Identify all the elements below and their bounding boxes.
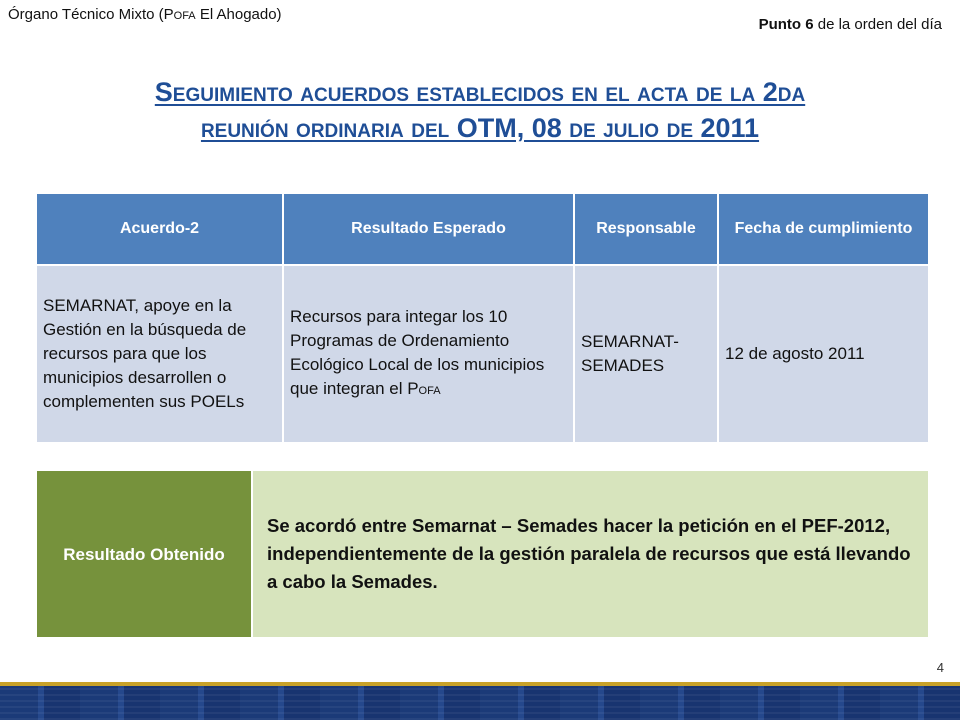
header-acuerdo: Acuerdo-2: [37, 194, 283, 265]
table-row: [37, 265, 928, 442]
agreement-table: [37, 194, 928, 442]
header-responsable: Responsable: [574, 194, 718, 265]
org-p: P: [163, 6, 174, 23]
agenda-point: [759, 16, 942, 33]
agenda-point-label: de la orden del día: [813, 16, 942, 33]
cell-resultado-esperado: [283, 265, 574, 442]
footer-pattern-band: [0, 686, 960, 720]
header-fecha: Fecha de cumplimiento: [718, 194, 928, 265]
result-label: Resultado Obtenido: [37, 471, 253, 637]
title-line-2: reunión ordinaria del OTM, 08 de julio de 2011: [200, 113, 760, 143]
resultado-text: Recursos para integar los 10 Programas de Ordenamiento Ecológico Local de los municipios que integran el P: [290, 307, 545, 398]
cell-acuerdo: SEMARNAT, apoye en la Gestión en la búsqueda de recursos para que los municipios desarrollen o complementen sus POELs: [37, 265, 283, 442]
organization-header: [8, 6, 282, 23]
org-ofa: OFA: [173, 10, 196, 22]
cell-responsable: SEMARNAT-SEMADES: [574, 265, 718, 442]
org-prefix: Órgano Técnico Mixto (: [8, 6, 164, 23]
org-suffix: El Ahogado): [195, 6, 282, 23]
cell-fecha: 12 de agosto 2011: [718, 265, 928, 442]
result-text: Se acordó entre Semarnat – Semades hacer la petición en el PEF-2012, independientemente de la gestión paralela de recursos que está llevando a cabo la Semades.: [253, 471, 928, 637]
page-number: 4: [936, 660, 944, 675]
slide-title: [0, 74, 960, 146]
result-box: [37, 471, 928, 637]
title-line-1: Seguimiento acuerdos establecidos en el acta de la 2da: [154, 77, 806, 107]
header-resultado-esperado: Resultado Esperado: [283, 194, 574, 265]
agenda-point-number: Punto 6: [758, 16, 814, 33]
table-header-row: [37, 194, 928, 265]
resultado-ofa: OFA: [418, 385, 441, 397]
